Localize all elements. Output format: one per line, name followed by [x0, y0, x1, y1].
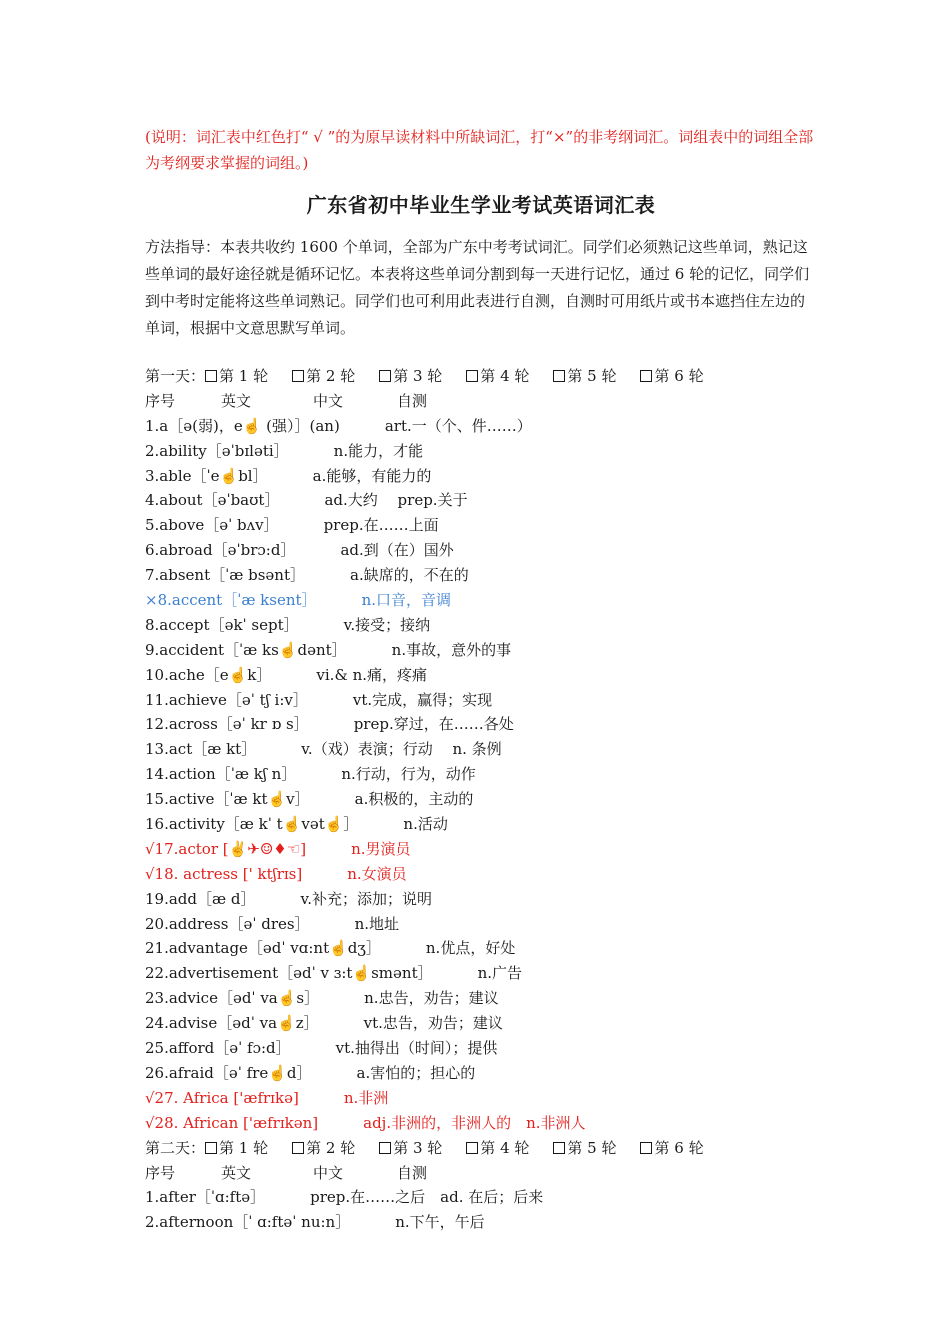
vocab-word: 10.ache［e☝k］ [145, 665, 272, 684]
vocab-gap [299, 616, 344, 634]
vocab-row [145, 837, 817, 862]
vocab-gap [296, 765, 341, 783]
vocab-row [145, 1111, 817, 1136]
vocab-row [145, 638, 817, 663]
round-label: 第 2 轮 [306, 1138, 356, 1157]
vocab-gap [319, 989, 364, 1007]
header-self-test: 自测 [397, 1163, 428, 1182]
checkbox-icon[interactable] [292, 1142, 304, 1154]
vocab-row [145, 1086, 817, 1111]
vocab-gap [312, 1064, 357, 1082]
vocab-meaning: vt.忠告，劝告；建议 [363, 1014, 503, 1033]
vocab-row [145, 688, 817, 713]
vocab-gap [433, 964, 478, 982]
vocab-gap [279, 491, 324, 509]
vocab-row [145, 762, 817, 787]
vocab-meaning: ad.大约 prep.关于 [324, 491, 468, 510]
checkbox-icon[interactable] [205, 370, 217, 382]
day-1-rounds-row [145, 364, 817, 389]
vocab-row [145, 1061, 817, 1086]
checkbox-icon[interactable] [640, 1142, 652, 1154]
round-label: 第 1 轮 [219, 367, 269, 385]
vocab-gap [302, 865, 347, 883]
vocab-gap [347, 641, 392, 659]
vocab-word: 4.about［əˈbaʊt］ [145, 491, 280, 510]
vocab-row [145, 936, 817, 961]
vocab-meaning: vt.完成，赢得；实现 [352, 690, 493, 709]
page-title: 广东省初中毕业生学业考试英语词汇表 [306, 193, 656, 217]
vocab-meaning: n.忠告，劝告；建议 [364, 989, 499, 1008]
vocab-row [145, 812, 817, 837]
day-2-label: 第二天： [145, 1138, 206, 1157]
vocab-meaning: ad.到（在）国外 [340, 541, 454, 560]
vocab-word: ×8.accent［ˈæ ksent］ [145, 591, 317, 610]
vocab-word: 12.across［əˈ kr ɒ s］ [145, 715, 309, 734]
checkbox-icon[interactable] [466, 1142, 478, 1154]
vocab-gap [306, 840, 351, 858]
vocab-word: 6.abroad［əˈbrɔ:d］ [145, 541, 296, 560]
vocab-word: 22.advertisement［ədˈ v ɜ:t☝smənt］ [145, 964, 433, 983]
document-page [145, 124, 817, 1235]
header-chinese: 中文 [313, 1163, 344, 1182]
vocab-word: 23.advice［ədˈ va☝s］ [145, 989, 320, 1008]
vocab-meaning: n.广告 [477, 964, 523, 983]
vocab-meaning: n.下午，午后 [395, 1213, 485, 1232]
round-label: 第 3 轮 [393, 1138, 443, 1157]
vocab-gap [350, 1213, 395, 1231]
vocab-row [145, 862, 817, 887]
vocab-meaning: v.（戏）表演；行动 n. 条例 [301, 740, 502, 759]
vocab-meaning: n.女演员 [347, 864, 407, 883]
vocab-gap [340, 417, 385, 435]
vocab-row [145, 513, 817, 538]
vocab-word: 8.accept［əkˈ sept］ [145, 615, 299, 634]
round-label: 第 1 轮 [219, 1138, 269, 1157]
header-chinese: 中文 [313, 391, 344, 410]
checkbox-icon[interactable] [205, 1142, 217, 1154]
checkbox-icon[interactable] [466, 370, 478, 382]
vocab-gap [319, 1014, 364, 1032]
round-label: 第 5 轮 [567, 367, 617, 385]
checkbox-icon[interactable] [553, 370, 565, 382]
vocab-word: √27. Africa ['æfrɪkə] [145, 1088, 299, 1107]
vocab-word: 25.afford［əˈ fɔ:d］ [145, 1039, 291, 1058]
vocab-word: 7.absent［ˈæ bsənt］ [145, 566, 305, 585]
vocab-word: 1.a［ə(弱)，e☝ (强）］(an) [145, 416, 340, 435]
vocab-word: 14.action［ˈæ kʃ n］ [145, 765, 297, 784]
vocab-meaning: n.事故，意外的事 [391, 640, 512, 659]
vocab-word: 26.afraid［əˈ fre☝d］ [145, 1063, 312, 1082]
header-index: 序号 [145, 1163, 176, 1182]
vocab-word: 15.active［ˈæ kt☝v］ [145, 790, 310, 809]
vocab-meaning: art.一（个、件……） [384, 416, 532, 435]
vocab-row [145, 563, 817, 588]
checkbox-icon[interactable] [379, 370, 391, 382]
round-label: 第 2 轮 [306, 367, 356, 385]
vocab-meaning: vi.& n.痛，疼痛 [316, 665, 427, 684]
vocab-gap [308, 691, 353, 709]
vocab-row [145, 488, 817, 513]
header-english: 英文 [221, 1163, 252, 1182]
round-label: 第 4 轮 [480, 1138, 530, 1157]
vocab-word: 5.above［əˈ bʌv］ [145, 516, 279, 535]
vocab-meaning: n.非洲 [343, 1088, 389, 1107]
vocab-row [145, 1210, 817, 1235]
vocab-gap [317, 591, 362, 609]
vocab-word: 1.after［ˈɑ:ftə］ [145, 1188, 266, 1207]
vocab-row [145, 887, 817, 912]
round-label: 第 6 轮 [654, 1138, 704, 1157]
vocab-meaning: a.能够，有能力的 [312, 466, 432, 485]
checkbox-icon[interactable] [379, 1142, 391, 1154]
vocab-gap [309, 715, 354, 733]
vocab-gap [279, 516, 324, 534]
vocab-word: 3.able［ˈe☝bl］ [145, 466, 268, 485]
vocab-gap [295, 541, 340, 559]
checkbox-icon[interactable] [553, 1142, 565, 1154]
day-2-word-list [145, 1185, 817, 1235]
day-1-label: 第一天： [145, 367, 206, 385]
vocab-gap [256, 740, 301, 758]
vocab-row [145, 787, 817, 812]
header-english: 英文 [221, 391, 252, 410]
vocab-meaning: a.缺席的，不在的 [350, 566, 469, 585]
vocab-word: √17.actor [✌✈☺♦☜] [145, 839, 307, 858]
round-label: 第 5 轮 [567, 1138, 617, 1157]
day-2-rounds-row [145, 1136, 817, 1161]
round-label: 第 3 轮 [393, 367, 443, 385]
vocab-row [145, 1011, 817, 1036]
vocab-row [145, 588, 817, 613]
vocab-meaning: vt.抽得出（时间）；提供 [335, 1039, 498, 1058]
vocab-word: 24.advise［ədˈ va☝z］ [145, 1014, 319, 1033]
vocab-meaning: a.害怕的；担心的 [356, 1063, 476, 1082]
vocab-word: 19.add［æ d］ [145, 889, 256, 908]
vocab-row [145, 1185, 817, 1210]
vocab-meaning: v.补充；添加；说明 [300, 889, 432, 908]
method-guide: 方法指导：本表共收约 1600 个单词，全部为广东中考考试词汇。同学们必须熟记这些单词，熟记这些单词的最好途径就是循环记忆。本表将这些单词分割到每一天进行记忆，通过 6 轮的记忆，同学们到中考时定能将这些单词熟记。同学们也可利用此表进行自测，自测时可用纸片或书本遮挡住左边的单词，根据中文意思默写单词。 [145, 238, 810, 337]
vocab-row [145, 712, 817, 737]
vocab-word: √18. actress [' ktʃrɪs] [145, 864, 303, 883]
day-1-word-list [145, 414, 817, 1136]
vocab-gap [271, 666, 316, 684]
day-2-column-headers [145, 1161, 817, 1186]
vocab-meaning: adj.非洲的，非洲人的 n.非洲人 [363, 1113, 586, 1132]
vocab-gap [265, 1188, 310, 1206]
vocab-word: 2.ability［əˈbɪləti］ [145, 441, 289, 460]
vocab-row [145, 1036, 817, 1061]
vocab-row [145, 986, 817, 1011]
vocab-gap [268, 467, 313, 485]
vocab-meaning: n.行动，行为，动作 [341, 765, 476, 784]
vocab-meaning: n.能力，才能 [333, 441, 424, 460]
explanation-note: (说明：词汇表中红色打“ √ ”的为原早读材料中所缺词汇，打“×”的非考纲词汇。词组表中的词组全部为考纲要求掌握的词组。) [145, 128, 814, 172]
vocab-gap [289, 442, 334, 460]
round-label: 第 4 轮 [480, 367, 530, 385]
vocab-word: 16.activity［æ kˈ t☝vət☝］ [145, 815, 359, 834]
vocab-row [145, 961, 817, 986]
checkbox-icon[interactable] [292, 370, 304, 382]
vocab-gap [381, 939, 426, 957]
vocab-gap [310, 915, 355, 933]
vocab-row [145, 464, 817, 489]
vocab-meaning: v.接受；接纳 [343, 615, 431, 634]
vocab-gap [255, 890, 300, 908]
vocab-word: √28. African ['æfrɪkən] [145, 1113, 319, 1132]
vocab-gap [318, 1114, 363, 1132]
vocab-word: 11.achieve［əˈ tʃ i:v］ [145, 690, 308, 709]
vocab-word: 20.address［əˈ dres］ [145, 914, 310, 933]
vocab-meaning: n.男演员 [351, 839, 411, 858]
vocab-gap [305, 566, 350, 584]
vocab-meaning: prep.在……上面 [323, 516, 439, 535]
vocab-row [145, 414, 817, 439]
checkbox-icon[interactable] [640, 370, 652, 382]
vocab-gap [291, 1039, 336, 1057]
vocab-meaning: n.口音，音调 [361, 591, 451, 610]
vocab-meaning: prep.穿过，在……各处 [353, 715, 514, 734]
vocab-row [145, 538, 817, 563]
vocab-row [145, 439, 817, 464]
vocab-row [145, 613, 817, 638]
vocab-word: 2.afternoon［ˈ ɑ:ftəˈ nu:n］ [145, 1213, 351, 1232]
vocab-meaning: prep.在……之后 ad. 在后；后来 [310, 1188, 544, 1207]
round-label: 第 6 轮 [654, 367, 704, 385]
vocab-meaning: n.地址 [354, 914, 400, 933]
header-self-test: 自测 [397, 391, 428, 410]
day-1-column-headers [145, 389, 817, 414]
vocab-meaning: n.优点，好处 [425, 939, 516, 958]
vocab-meaning: n.活动 [403, 815, 448, 834]
vocab-word: 9.accident［ˈæ ks☝dənt］ [145, 640, 347, 659]
vocab-gap [358, 815, 403, 833]
vocab-row [145, 663, 817, 688]
vocab-row [145, 912, 817, 937]
vocab-gap [299, 1089, 344, 1107]
vocab-row [145, 737, 817, 762]
vocab-word: 21.advantage［ədˈ vɑ:nt☝dʒ］ [145, 939, 381, 958]
header-index: 序号 [145, 391, 176, 410]
vocab-word: 13.act［æ kt］ [145, 740, 257, 759]
vocab-gap [310, 790, 355, 808]
vocab-meaning: a.积极的，主动的 [354, 790, 474, 809]
